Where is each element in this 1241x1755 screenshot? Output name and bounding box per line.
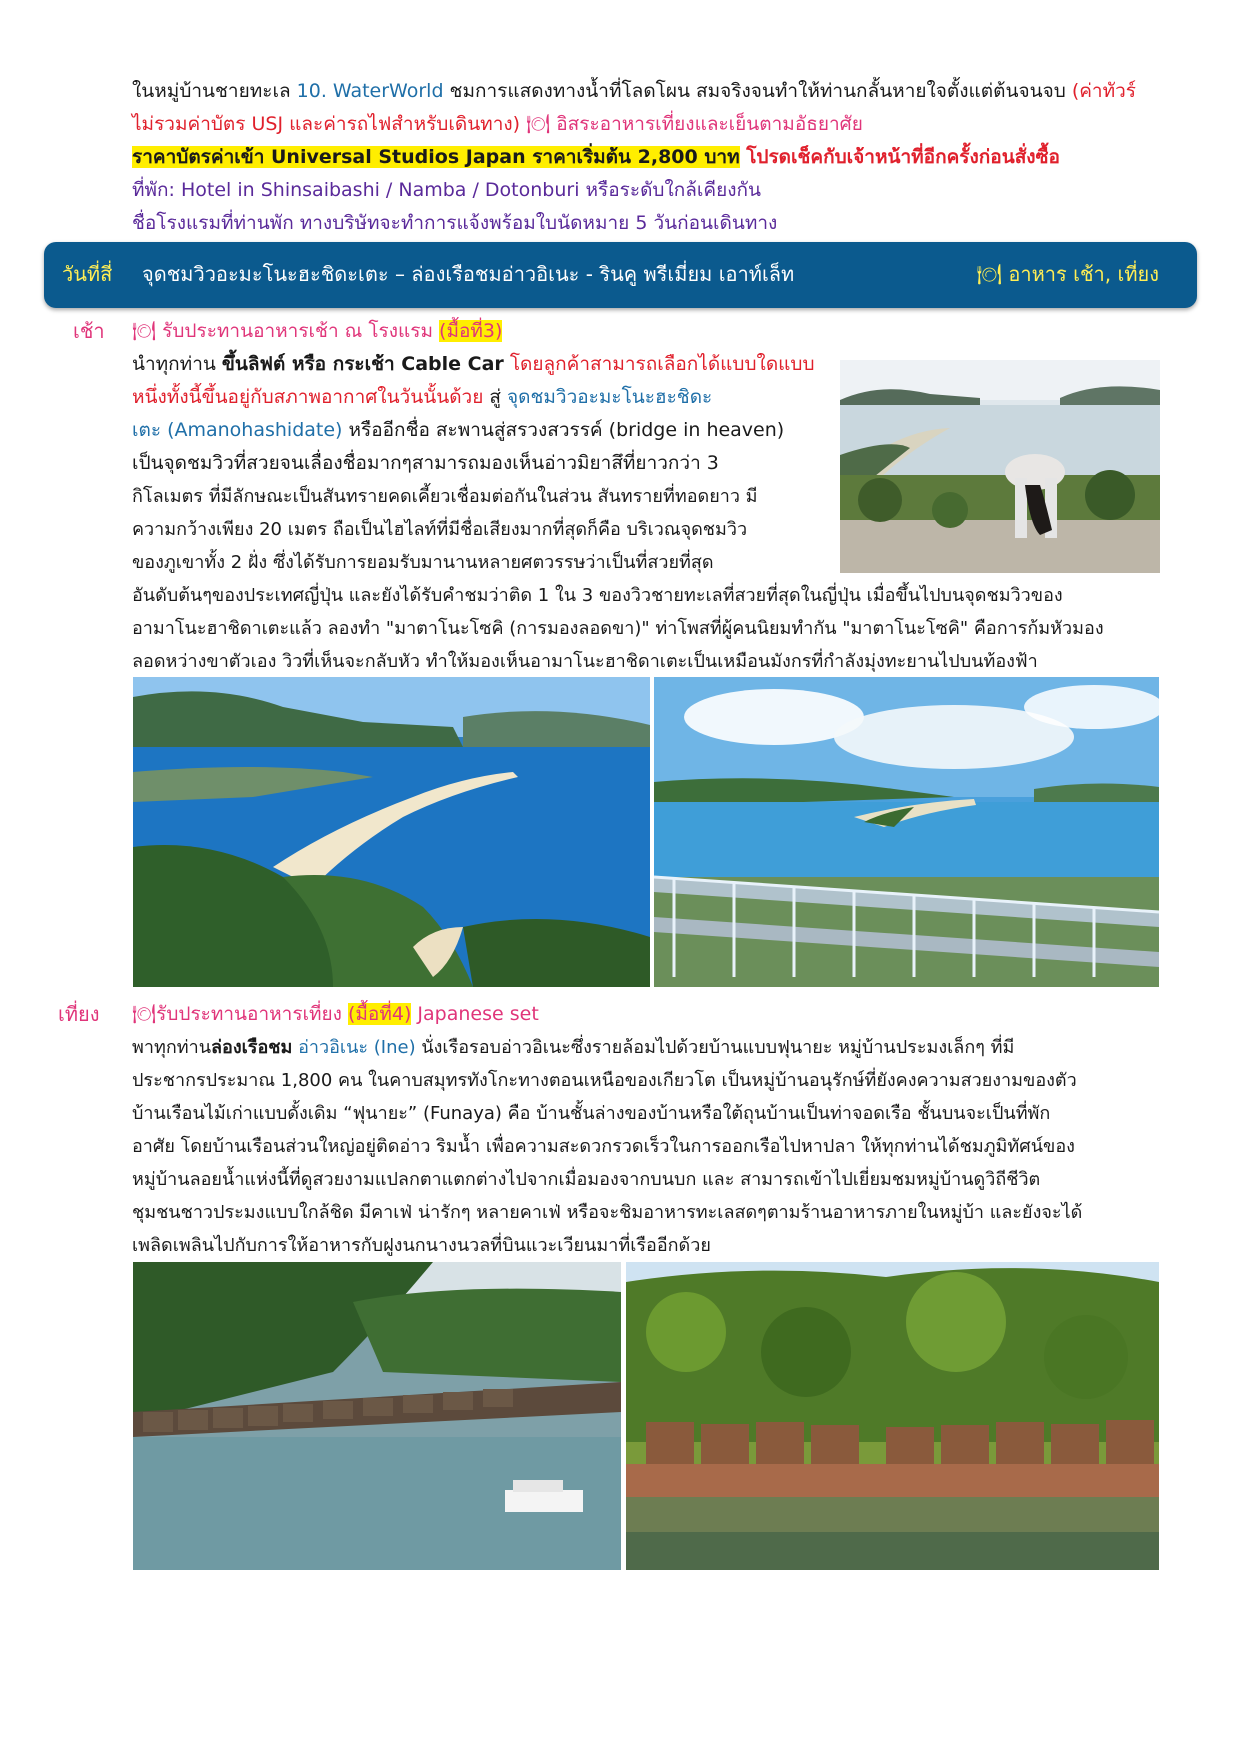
noon-para-line-3: บ้านเรือนไม้เก่าแบบดั้งเดิม “ฟุนายะ” (Funaya) คือ บ้านชั้นล่างของบ้านหรือใต้ถุนบ้านเป็นท่าจอดเรือ ชั้นบนจะเป็นที่พัก	[132, 1103, 1051, 1124]
breakfast-line: 🍽 รับประทานอาหารเช้า ณ โรงแรม (มื้อที่3)	[132, 320, 503, 342]
morning-para-line-5: กิโลเมตร ที่มีลักษณะเป็นสันทรายคดเคี้ยวเชื่อมต่อกันในส่วน สันทรายที่ทอดยาว มี	[132, 486, 758, 507]
time-label-noon: เที่ยง	[58, 1002, 100, 1026]
morning-para-line-1: นำทุกท่าน ขึ้นลิฟต์ หรือ กระเช้า Cable Car โดยลูกค้าสามารถเลือกได้แบบใดแบบ	[132, 353, 815, 375]
noon-para-line-7: เพลิดเพลินไปกับการให้อาหารกับฝูงนกนางนวลที่บินแวะเวียนมาที่เรืออีกด้วย	[132, 1235, 711, 1256]
intro-line-2: ไม่รวมค่าบัตร USJ และค่ารถไฟสำหรับเดินทาง) 🍽 อิสระอาหารเที่ยงและเย็นตามอัธยาศัย	[132, 113, 863, 135]
day-meals: 🍽 อาหาร เช้า, เที่ยง	[976, 262, 1159, 286]
morning-para-line-6: ความกว้างเพียง 20 เมตร ถือเป็นไฮไลท์ที่มีชื่อเสียงมากที่สุดก็คือ บริเวณจุดชมวิว	[132, 519, 748, 540]
photo-matanozoki-pose	[840, 360, 1160, 573]
accommodation: ที่พัก: Hotel in Shinsaibashi / Namba / Dotonburi หรือระดับใกล้เคียงกัน	[132, 179, 762, 201]
photo-amanohashidate-aerial	[133, 677, 650, 987]
noon-para-line-4: อาศัย โดยบ้านเรือนส่วนใหญ่อยู่ติดอ่าว ริมน้ำ เพื่อความสะดวกรวดเร็วในการออกเรือไปหาปลา ให้ทุกท่านได้ชมภูมิทัศน์ของ	[132, 1136, 1075, 1157]
lunch-line: 🍽รับประทานอาหารเที่ยง (มื้อที่4) Japanese set	[132, 1003, 539, 1025]
intro-line-1: ในหมู่บ้านชายทะเล 10. WaterWorld ชมการแสดงทางน้ำที่โลดโผน สมจริงจนทำให้ท่านกลั้นหายใจตั้งแต่ต้นจนจบ (ค่าทัวร์	[132, 80, 1137, 102]
morning-para-line-7: ของภูเขาทั้ง 2 ฝั่ง ซึ่งได้รับการยอมรับมานานหลายศตวรรษว่าเป็นที่สวยที่สุด	[132, 552, 714, 573]
morning-para-line-10: ลอดหว่างขาตัวเอง วิวที่เห็นจะกลับหัว ทำให้มองเห็นอามาโนะฮาชิดาเตะเป็นเหมือนมังกรที่กำลังมุ่งทะยานไปบนท้องฟ้า	[132, 651, 1038, 672]
morning-para-line-8: อันดับต้นๆของประเทศญี่ปุ่น และยังได้รับคำชมว่าติด 1 ใน 3 ของวิวชายทะเลที่สวยที่สุดในญี่ปุ่น เมื่อขึ้นไปบนจุดชมวิวของ	[132, 585, 1063, 606]
photo-ine-funaya-houses	[626, 1262, 1159, 1570]
morning-para-line-3: เตะ (Amanohashidate) หรืออีกชื่อ สะพานสู่สรวงสวรรค์ (bridge in heaven)	[132, 419, 785, 441]
photo-ine-bay-boat	[133, 1262, 621, 1570]
morning-para-line-4: เป็นจุดชมวิวที่สวยจนเลื่องชื่อมากๆสามารถมองเห็นอ่าวมิยาสึที่ยาวกว่า 3	[132, 452, 719, 474]
morning-para-line-2: หนึ่งทั้งนี้ขึ้นอยู่กับสภาพอากาศในวันนั้นด้วย สู่ จุดชมวิวอะมะโนะฮะชิดะ	[132, 386, 713, 408]
noon-para-line-2: ประชากรประมาณ 1,800 คน ในคาบสมุทรทังโกะทางตอนเหนือของเกียวโต เป็นหมู่บ้านอนุรักษ์ที่ยังคงความสวยงามของตัว	[132, 1070, 1077, 1091]
noon-para-line-6: ชุมชนชาวประมงแบบใกล้ชิด มีคาเฟ่ น่ารักๆ หลายคาเฟ่ หรือจะชิมอาหารทะเลสดๆตามร้านอาหารภายในหมู่บ้า และยังจะได้	[132, 1202, 1083, 1223]
hotel-notice: ชื่อโรงแรมที่ท่านพัก ทางบริษัทจะทำการแจ้งพร้อมใบนัดหมาย 5 วันก่อนเดินทาง	[132, 212, 778, 234]
noon-para-line-1: พาทุกท่านล่องเรือชม อ่าวอิเนะ (Ine) นั่งเรือรอบอ่าวอิเนะซึ่งรายล้อมไปด้วยบ้านแบบฟุนายะ หมู่บ้านประมงเล็กๆ ที่มี	[132, 1037, 1015, 1058]
time-label-morning: เช้า	[73, 319, 105, 343]
day-label: วันที่สี่	[62, 262, 113, 286]
noon-para-line-5: หมู่บ้านลอยน้ำแห่งนี้ที่ดูสวยงามแปลกตาแตกต่างไปจากเมื่อมองจากบนบก และ สามารถเข้าไปเยี่ยมชมหมู่บ้านดูวิถีชีวิต	[132, 1169, 1041, 1190]
day-title: จุดชมวิวอะมะโนะฮะชิดะเตะ – ล่องเรือชมอ่าวอิเนะ - รินคู พรีเมี่ยม เอาท์เล็ท	[142, 262, 795, 286]
photo-viewpoint-walkway	[654, 677, 1159, 987]
day-banner	[44, 242, 1197, 308]
morning-para-line-9: อามาโนะฮาชิดาเตะแล้ว ลองทำ "มาตาโนะโซคิ (การมองลอดขา)" ท่าโพสที่ผู้คนนิยมทำกัน "มาตาโนะโซคิ" คือการก้มหัวมอง	[132, 618, 1104, 639]
ticket-price-note: ราคาบัตรค่าเข้า Universal Studios Japan ราคาเริ่มต้น 2,800 บาท โปรดเช็คกับเจ้าหน้าที่อีกครั้งก่อนสั่งซื้อ	[132, 146, 1060, 168]
